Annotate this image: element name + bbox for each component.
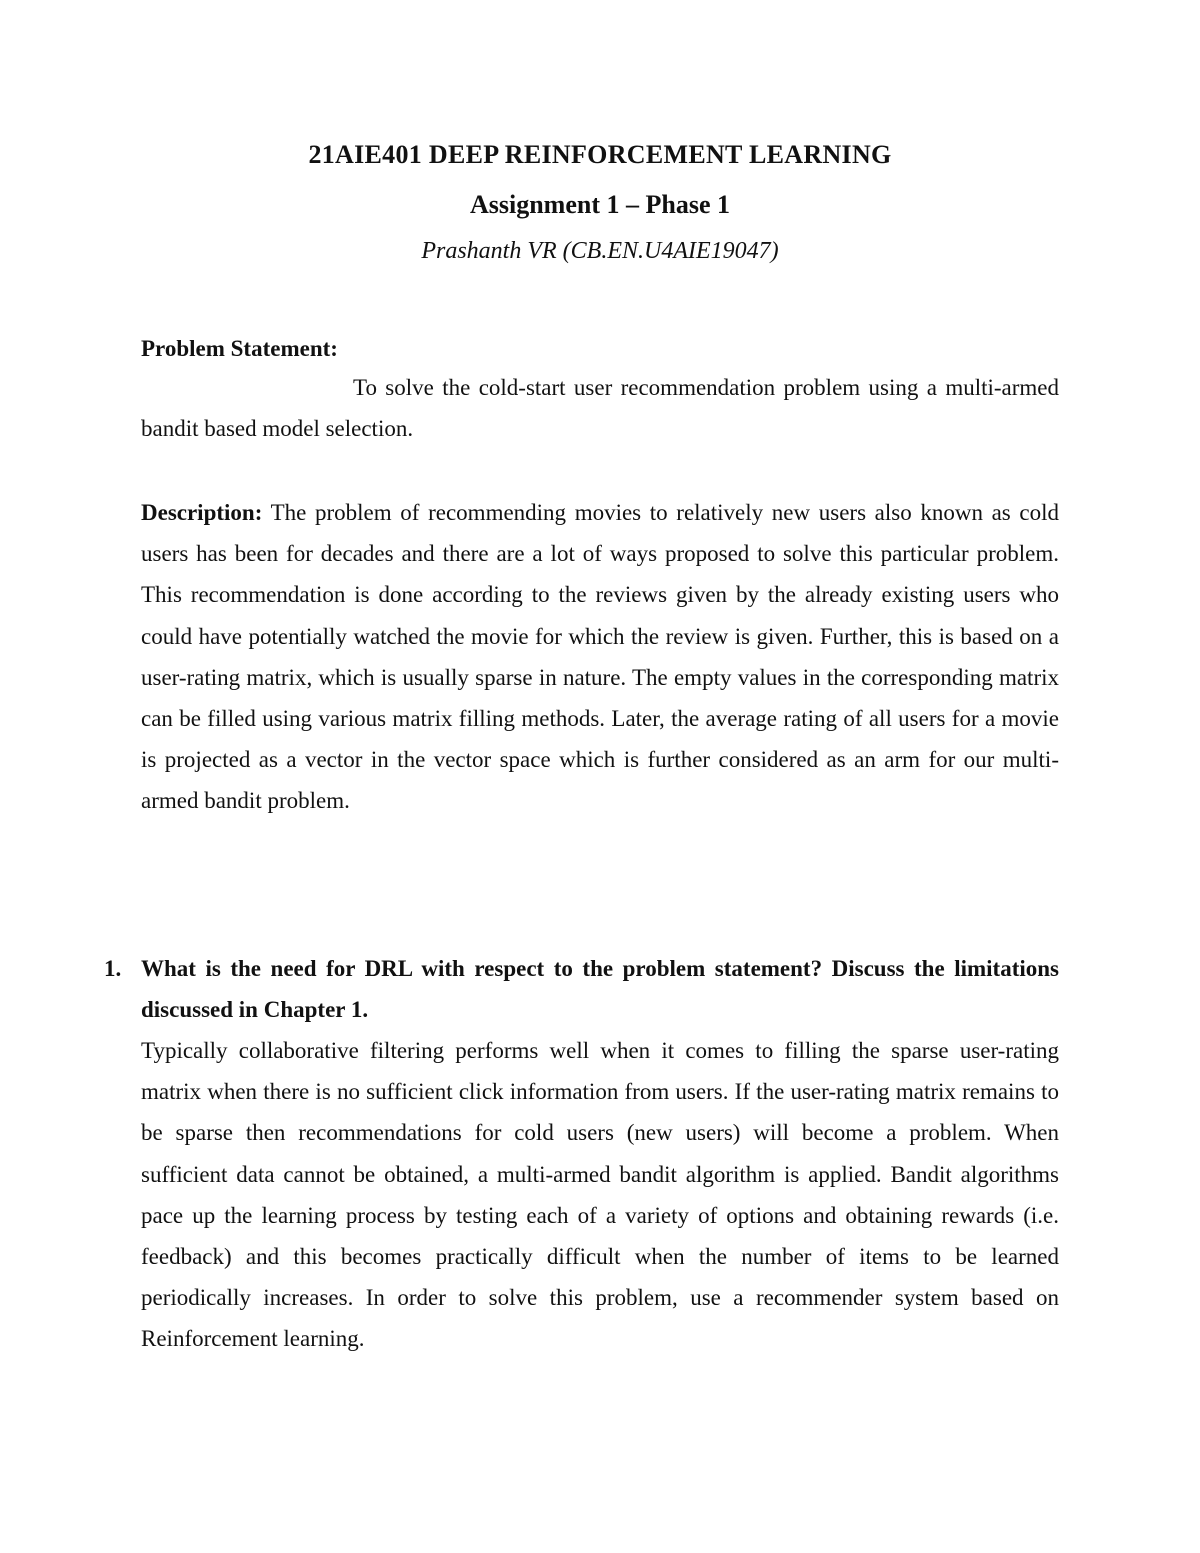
description-paragraph [141,492,1059,822]
question-text: What is the need for DRL with respect to the problem statement? Discuss the limitations discussed in Chapter 1. [141,956,1059,1023]
answer-text: Typically collaborative filtering performs well when it comes to filling the sparse user-rating matrix when there is no sufficient click information from users. If the user-rating matrix remains to be sparse then recommendations for cold users (new users) will become a problem. When sufficient data cannot be obtained, a multi-armed bandit algorithm is applied. Bandit algorithms pace up the learning process by testing each of a variety of options and obtaining rewards (i.e. feedback) and this becomes practically difficult when the number of items to be learned periodically increases. In order to solve this problem, use a recommender system based on Reinforcement learning. [141,1038,1059,1352]
assignment-title: Assignment 1 – Phase 1 [469,190,730,219]
course-title: 21AIE401 DEEP REINFORCEMENT LEARNING [308,140,892,169]
description-text: The problem of recommending movies to relatively new users also known as cold users has been for decades and there are a lot of ways proposed to solve this particular problem. This recommendation is done according to the reviews given by the already existing users who could have potentially watched the movie for which the review is given. Further, this is based on a user-rating matrix, which is usually sparse in nature. The empty values in the corresponding matrix can be filled using various matrix filling methods. Later, the average rating of all users for a movie is projected as a vector in the vector space which is further considered as an arm for our multi-armed bandit problem. [141,500,1059,814]
question-number: 1. [104,956,122,981]
author-line: Prashanth VR (CB.EN.U4AIE19047) [421,238,779,264]
problem-statement-heading: Problem Statement: [141,336,338,361]
problem-statement-text: To solve the cold-start user recommendation problem using a multi-armed bandit based model selection. [141,375,1059,442]
description-heading: Description: [141,500,263,525]
